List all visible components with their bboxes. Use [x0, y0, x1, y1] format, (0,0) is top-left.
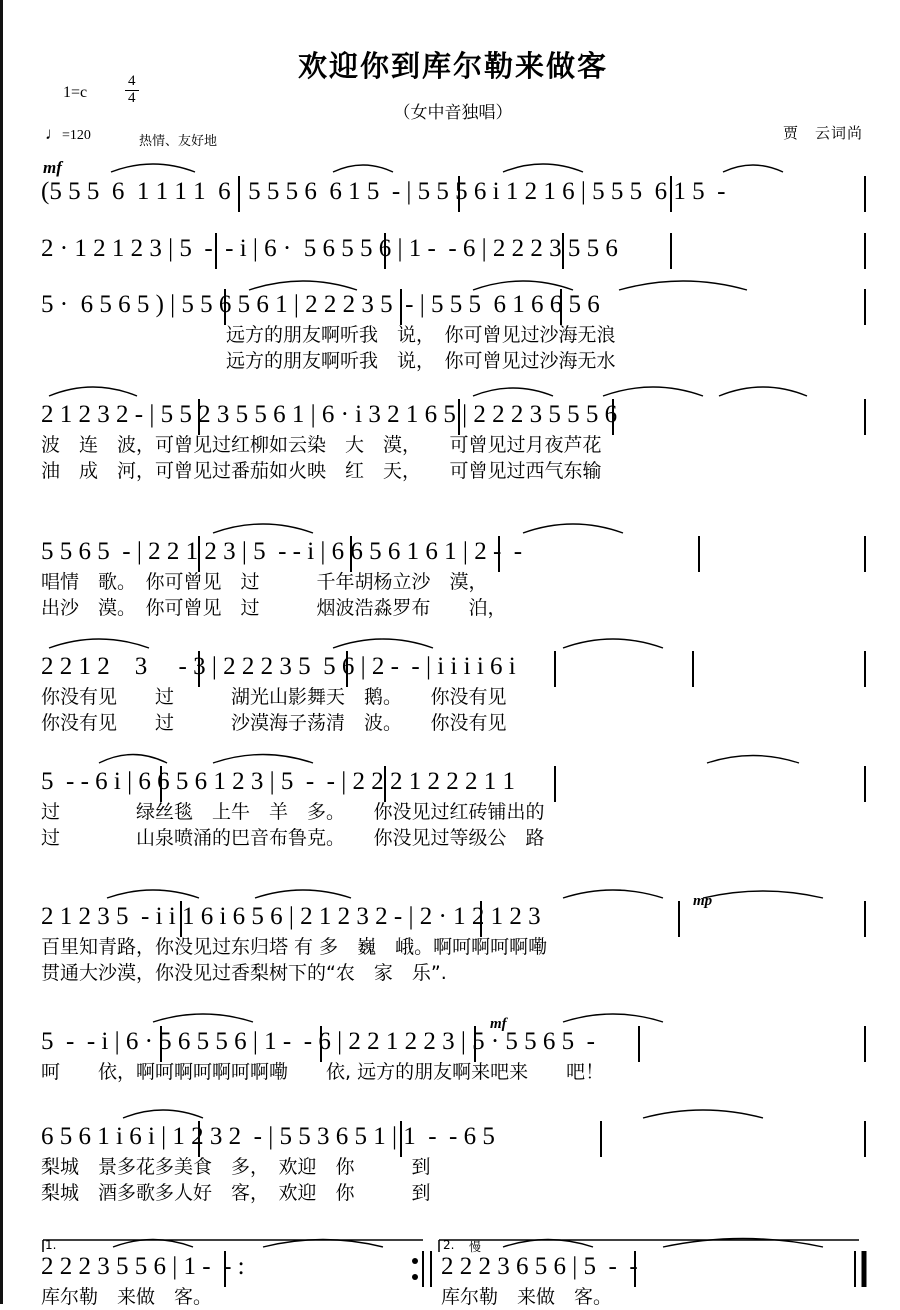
credit-line: 贾 云词尚: [782, 124, 863, 142]
key-signature: 1=c: [63, 84, 88, 101]
time-signature-denominator: 4: [128, 89, 136, 106]
note-row: 2 · 1 2 1 2 3 | 5 - - i | 6 · 5 6 5 5 6 | 1 - - 6 | 2 2 2 3 5 5 6: [41, 235, 618, 262]
ending-2-label: 2.: [443, 1238, 455, 1252]
time-signature-numerator: 4: [125, 74, 139, 91]
lyric-line-2: 贯通大沙漠，你没见过香梨树下的“农 家 乐”.: [41, 962, 447, 984]
lyric-line-1: 梨城 景多花多美食 多， 欢迎 你 到: [41, 1156, 431, 1178]
staff-system-4: [41, 398, 869, 484]
dynamic-mf: mf: [43, 158, 62, 177]
staff-system-8: [41, 900, 869, 986]
staff-system-10: [41, 1120, 869, 1206]
lyric-line-1: 百里知青路，你没见过东归塔 有 多 巍 峨。啊呵啊呵啊嘞: [41, 936, 548, 958]
staff-system-6: [41, 650, 869, 736]
lyric-line-1: 呵 依，啊呵啊呵啊呵啊嘞 依, 远方的朋友啊来吧来 吧！: [41, 1061, 605, 1083]
staff-system-3: [41, 288, 869, 374]
time-signature: [125, 74, 139, 107]
staff-system-7: [41, 765, 869, 851]
lyric-line-1: 远方的朋友啊听我 说， 你可曾见过沙海无浪: [226, 324, 616, 346]
staff-system-1: [41, 175, 869, 209]
note-row: 5 - - i | 6 · 5 6 5 5 6 | 1 - - 6 | 2 2 1 2 2 3 | 5 · 5 5 6 5 -: [41, 1028, 595, 1055]
page-subtitle: （女中音独唱）: [393, 103, 513, 123]
lyric-line-1: 波 连 波，可曾见过红柳如云染 大 漠， 可曾见过月夜芦花: [41, 434, 602, 456]
lyric-line-2: 远方的朋友啊听我 说， 你可曾见过沙海无水: [226, 350, 616, 372]
note-row: 2 2 1 2 3 - 3 | 2 2 2 3 5 5 6 | 2 - - | i i i i 6 i: [41, 653, 516, 680]
note-row: 2 1 2 3 2 - | 5 5 2 3 5 5 6 1 | 6 · i 3 2 1 6 5 | 2 2 2 3 5 5 5 6: [41, 401, 618, 428]
staff-system-2: [41, 232, 869, 266]
expression-marking: 热情、友好地: [139, 134, 218, 149]
staff-system-11-ending-2: [441, 1250, 861, 1310]
tempo-marking: [45, 124, 91, 144]
note-row: 2 1 2 3 5 - i i 1 6 i 6 5 6 | 2 1 2 3 2 - | 2 · 1 2 1 2 3: [41, 903, 541, 930]
lyric-line-ending-1: 库尔勒 来做 客。: [41, 1286, 213, 1308]
lyric-line-1: 过 绿丝毯 上牛 羊 多。 你没见过红砖铺出的: [41, 801, 545, 823]
note-row: 6 5 6 1 i 6 i | 1 2 3 2 - | 5 5 3 6 5 1 | 1 - - 6 5: [41, 1123, 495, 1150]
tempo-value: =120: [62, 128, 91, 143]
lyric-line-2: 油 成 河，可曾见过番茄如火映 红 天， 可曾见过西气东输: [41, 460, 602, 482]
ending-2-tempo-note: 慢: [469, 1240, 482, 1254]
quarter-note-icon: ♩: [45, 124, 62, 143]
note-row: 5 5 6 5 - | 2 2 1 2 3 | 5 - - i | 6 6 5 6 1 6 1 | 2 - -: [41, 538, 523, 565]
lyric-line-2: 梨城 酒多歌多人好 客， 欢迎 你 到: [41, 1182, 431, 1204]
lyric-line-ending-2: 库尔勒 来做 客。: [441, 1286, 613, 1308]
dynamic-mf-2: mf: [490, 1016, 507, 1032]
staff-system-9: [41, 1025, 869, 1085]
note-row: 5 - - 6 i | 6 6 5 6 1 2 3 | 5 - - | 2 2 2 1 2 2 2 1 1: [41, 768, 516, 795]
lyric-line-2: 出沙 漠。 你可曾见 过 烟波浩淼罗布 泊，: [41, 597, 507, 619]
note-row-ending-2: 2 2 2 3 6 5 6 | 5 - -: [441, 1253, 638, 1280]
ending-1-label: 1.: [45, 1238, 57, 1252]
lyric-line-1: 唱情 歌。 你可曾见 过 千年胡杨立沙 漠，: [41, 571, 488, 593]
lyric-line-2: 过 山泉喷涌的巴音布鲁克。 你没见过等级公 路: [41, 827, 545, 849]
lyric-line-2: 你没有见 过 沙漠海子荡清 波。 你没有见: [41, 712, 507, 734]
lyric-line-1: 你没有见 过 湖光山影舞天 鹅。 你没有见: [41, 686, 507, 708]
dynamic-mp: mp: [693, 893, 713, 909]
staff-system-5: [41, 535, 869, 621]
note-row: (5 5 5 6 1 1 1 1 6 | 5 5 5 6 6 1 5 - | 5 5 5 6 i 1 2 1 6 | 5 5 5 6 1 5 -: [41, 178, 726, 205]
page-title: 欢迎你到库尔勒来做客: [297, 49, 608, 83]
note-row: 5 · 6 5 6 5 ) | 5 5 6 5 6 1 | 2 2 2 3 5 - | 5 5 5 6 1 6 6 5 6: [41, 291, 600, 318]
note-row-ending-1: 2 2 2 3 5 5 6 | 1 - - :: [41, 1253, 245, 1280]
